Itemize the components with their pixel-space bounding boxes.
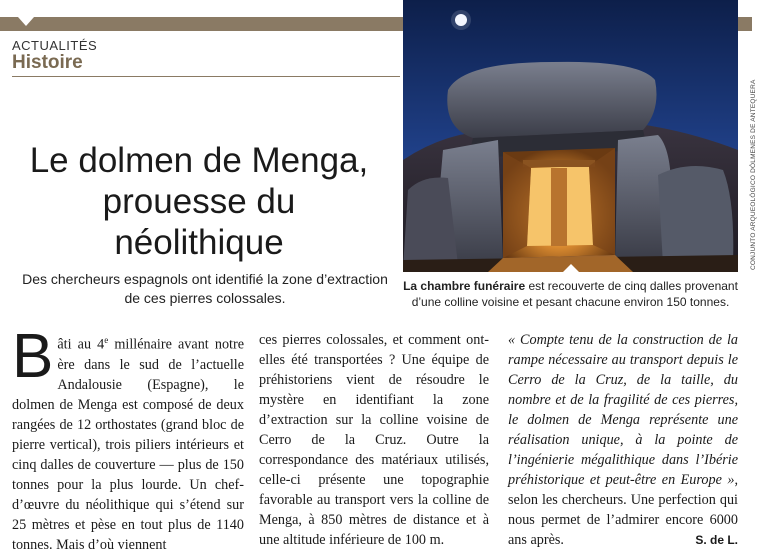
drop-cap: B (12, 322, 54, 391)
dolmen-photo (403, 0, 738, 272)
photo-caption (403, 278, 738, 310)
section-header (12, 38, 97, 74)
caption-lead: La chambre funéraire (403, 279, 526, 293)
category-label: Histoire (12, 52, 83, 73)
body-column-2: ces pierres colossales, et comment ont-elles été transportées ? Une équipe de préhistoriens vient de résoudre le mystère en identifiant la zone d’extraction sur la colline voisine de Cerro de la Cruz. Outre la correspondance des matériaux utilisés, celle-ci présente une topographie favorable au transport vers la colline de Menga, à 850 mètres de distance et à une altitude inférieure de 100 m. (259, 332, 489, 548)
caption-text: est recouverte de cinq dalles provenant d’une colline voisine et pesant chacune environ 150 tonnes. (411, 279, 738, 309)
author-signature: S. de L. (695, 533, 738, 547)
article-title: Le dolmen de Menga, prouesse du néolithique (29, 141, 369, 262)
quote: « Compte tenu de la construction de la rampe nécessaire au transport depuis le Cerro de la Cruz, de la taille, du nombre et de la fragilité de ces pierres, le dolmen de Menga représente une réalisation unique, à la pointe de l’ingénierie mégalithique dans l’Ibérie préhistorique et peut-être en Europe » (508, 332, 738, 488)
article-deck: Des chercheurs espagnols ont identifié la zone d’extraction de ces pierres colossales. (22, 271, 388, 306)
notch-decoration (18, 17, 34, 26)
section-label: ACTUALITÉS (12, 38, 98, 53)
section-rule (12, 76, 400, 77)
body-column-3: « Compte tenu de la construction de la rampe nécessaire au transport depuis le Cerro de la Cruz, de la taille, du nombre et de la fragilité de ces pierres, le dolmen de Menga représente une réalisation unique, à la pointe de l’ingénierie mégalithique dans l’Ibérie préhistorique et peut-être en Europe », selon les chercheurs. Une perfection qui nous permet de l’admirer encore 6000 ans après. S. de L. (508, 332, 738, 548)
photo-credit: CONJUNTO ARQUEOLÓGICO DÓLMENES DE ANTEQUERA (750, 79, 757, 270)
body-column-1: Bâti au 4e millénaire avant notre ère dans le sud de l’actuelle Andalousie (Espagne), le dolmen de Menga est composé de deux rangées de 12 orthostates (grand bloc de pierre vertical), trois piliers intérieurs et cinq dalles de couverture — plus de 150 tonnes pour la plus lourde. Un chef-d’œuvre du néolithique qui s’étend sur 25 mètres et pèse en tout plus de 1140 tonnes. Mais d’où viennent (12, 322, 244, 553)
